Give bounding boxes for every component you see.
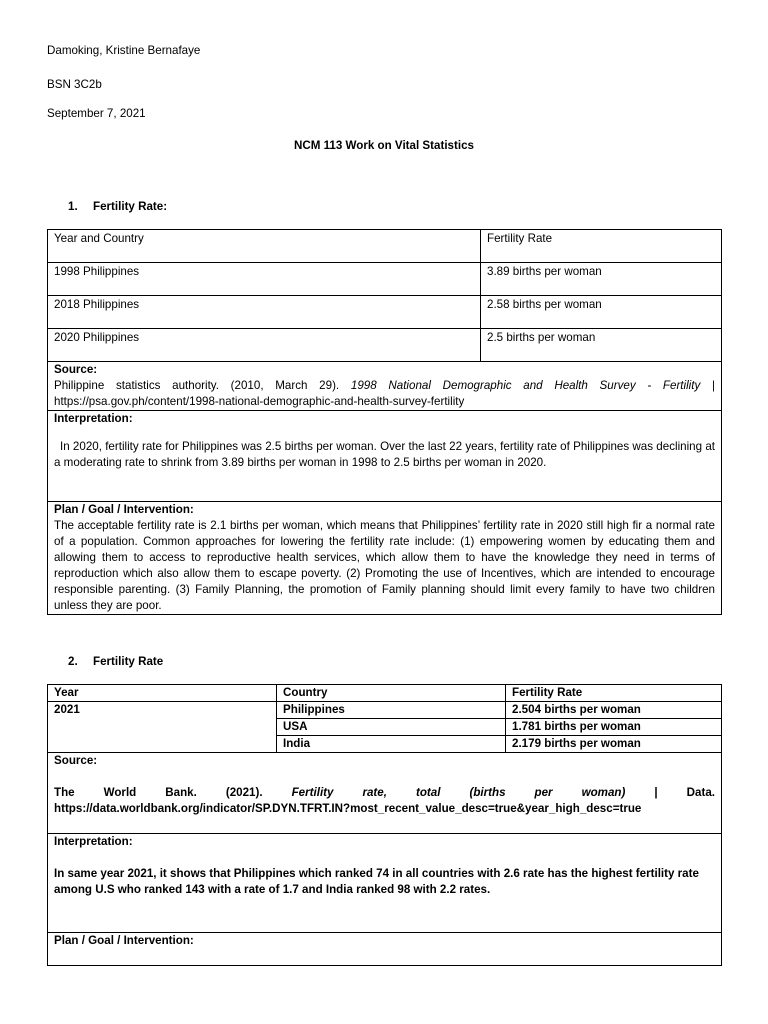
plan-label: Plan / Goal / Intervention: [54,934,194,947]
table-cell: 1998 Philippines [48,263,481,296]
interpretation-text: In 2020, fertility rate for Philippines was 2.5 births per woman. Over the last 22 years, fertility rate of Philippines was declining at a moderating rate to shrink from 3.89 births per woman in 1998 to 2.5 births per woman in 2020. [54,440,715,469]
source-row [48,753,722,834]
student-section: BSN 3C2b [47,78,102,91]
table-cell: 2.179 births per woman [506,736,722,753]
plan-row [48,933,722,966]
source-citation: Philippine statistics authority. (2010, March 29). 1998 National Demographic and Health Survey - Fertility | https://psa.gov.ph/content/1998-national-demographic-and-health-survey-fertility [54,379,716,408]
interpretation-row [48,834,722,933]
section-1-heading [68,199,167,215]
table-cell: 2020 Philippines [48,329,481,362]
table-cell: 2.504 births per woman [506,702,722,719]
table-cell: 2.5 births per woman [481,329,722,362]
col-header-year-country: Year and Country [48,230,481,263]
interpretation-label: Interpretation: [54,835,133,848]
source-label: Source: [54,363,98,376]
fertility-table-1 [47,229,722,615]
student-name: Damoking, Kristine Bernafaye [47,44,201,57]
interpretation-row [48,411,722,502]
col-header-fertility-rate: Fertility Rate [481,230,722,263]
table-row [48,702,722,719]
table-cell: Philippines [277,702,506,719]
section-1-number: 1. [68,200,78,213]
col-header-year: Year [48,685,277,702]
plan-text: The acceptable fertility rate is 2.1 births per woman, which means that Philippines’ fertility rate in 2020 still high fir a normal rate of a population. Common approaches for lowering the fertility rate include: (1) empowering women by educating them and allowing them to access to reproductive health services, which allow them to have the knowledge they need in terms of reproduction which also allow them to escape poverty. (2) Promoting the use of Incentives, which are intended to encourage responsible parenting. (3) Family Planning, the promotion of Family planning should limit every family to have two children unless they are poor. [54,519,715,612]
table-row [48,329,722,362]
plan-row [48,502,722,615]
table-cell: 3.89 births per woman [481,263,722,296]
section-2-heading [68,654,163,670]
section-2-title: Fertility Rate [93,655,164,668]
document-date: September 7, 2021 [47,107,146,120]
section-2-number: 2. [68,655,78,668]
table-cell: USA [277,719,506,736]
table-row [48,263,722,296]
interpretation-label: Interpretation: [54,412,133,425]
document-title: NCM 113 Work on Vital Statistics [294,139,474,152]
source-row [48,362,722,411]
col-header-fertility-rate: Fertility Rate [506,685,722,702]
table-cell: 2.58 births per woman [481,296,722,329]
fertility-table-2 [47,684,722,966]
table-cell-year: 2021 [48,702,277,753]
table-row [48,296,722,329]
table-header-row [48,230,722,263]
plan-label: Plan / Goal / Intervention: [54,503,194,516]
table-cell: 1.781 births per woman [506,719,722,736]
table-cell: India [277,736,506,753]
source-label: Source: [54,754,98,767]
table-cell: 2018 Philippines [48,296,481,329]
source-citation: The World Bank. (2021). Fertility rate, total (births per woman) | Data. https://data.worldbank.org/indicator/SP.DYN.TFRT.IN?most_recent_value_desc=true&year_high_desc=true [54,786,716,815]
col-header-country: Country [277,685,506,702]
section-1-title: Fertility Rate: [93,200,168,213]
interpretation-text: In same year 2021, it shows that Philippines which ranked 74 in all countries with 2.6 rate has the highest fertility rate among U.S who ranked 143 with a rate of 1.7 and India ranked 98 with 2.2 rates. [54,867,699,896]
table-header-row [48,685,722,702]
